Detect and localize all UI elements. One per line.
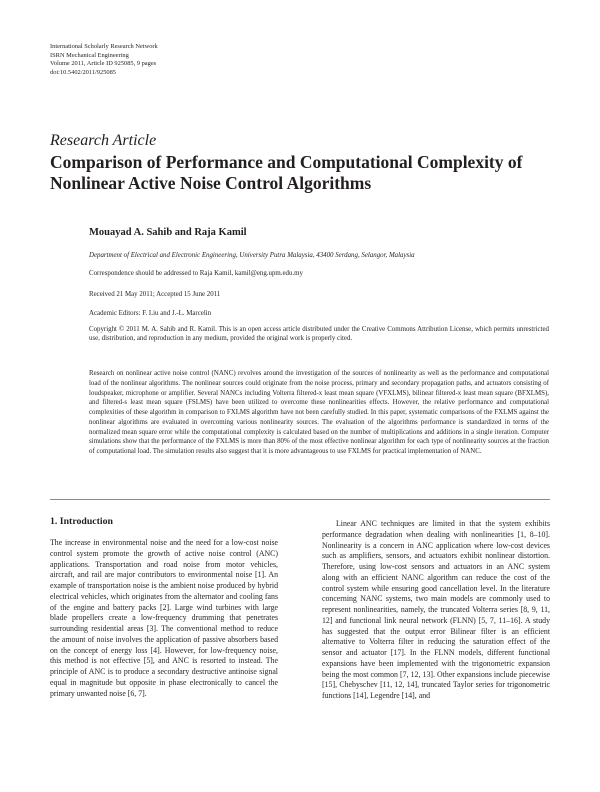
affiliation: Department of Electrical and Electronic Engineering, University Putra Malaysia, 43400 Serdang, Selangor, Malaysia	[89, 252, 415, 259]
journal-title: ISRN Mechanical Engineering	[50, 51, 129, 59]
doi[interactable]: doi:10.5402/2011/925085	[50, 68, 116, 76]
authors: Mouayad A. Sahib and Raja Kamil	[89, 227, 247, 238]
introduction-right-column: Linear ANC techniques are limited in that the system exhibits performance degradation when dealing with nonlinearities [1, 8–10]. Nonlinearity is a concern in ANC application where low-cost devices such as amplifiers, sensors, and actuators exhibit nonlinear distortion. Therefore, using low-cost sensors and actuators in an ANC system along with an efficient NANC algorithm can reduce the cost of the control system while ensuring good cancellation level. In the literature concerning NANC systems, two main models are commonly used to represent nonlinearities, namely, the truncated Volterra series [8, 9, 11, 12] and functional link neural network (FLNN) [5, 7, 11–16]. A study has suggested that the output error Bilinear filter is an efficient alternative to Volterra filter in reducing the saturation effect of the sensor and actuator [17]. In the FLNN models, different functional expansions have been implemented with the trigonometric expansion being the most common [7, 12, 13]. Other expansions include piecewise [15], Chebyschev [11, 12, 14], truncated Taylor series for trigonometric functions [14], Legendre [14], and	[322, 519, 550, 700]
journal-name: International Scholarly Research Network	[50, 43, 158, 50]
received-accepted-dates: Received 21 May 2011; Accepted 15 June 2011	[89, 291, 221, 298]
copyright-notice: Copyright © 2011 M. A. Sahib and R. Kamil. This is an open access article distributed under the Creative Commons Attribution License, which permits unrestricted use, distribution, and reproduction in any medium, provided the original work is properly cited.	[89, 326, 549, 342]
correspondence: Correspondence should be addressed to Raja Kamil, kamil@eng.upm.edu.my	[89, 270, 303, 277]
abstract: Research on nonlinear active noise control (NANC) revolves around the investigation of the sources of nonlinearity as well as the performance and computational load of the nonlinear algorithms. The nonlinear sources could originate from the noise process, primary and secondary propagation paths, and actuators consisting of loudspeaker, microphone or amplifier. Several NANCs including Volterra filtered-x least mean square (VFXLMS), bilinear filtered-x least mean square (BFXLMS), and filtered-s least mean square (FSLMS) have been utilized to overcome these nonlinearities effects. However, the relative performance and computational complexities of these algorithm in comparison to FXLMS algorithm have not been carefully studied. In this paper, systematic comparisons of the FXLMS against the nonlinear algorithms are evaluated in overcoming various nonlinearity sources. The evaluation of the algorithms performance is standardized in terms of the normalized mean square error while the computational complexity is calculated based on the number of multiplications and additions in a single iteration. Computer simulations show that the performance of the FXLMS is more than 80% of the most effective nonlinear algorithm for each type of nonlinearity sources at the fraction of computational load. The simulation results also suggest that it is more advantageous to use FXLMS for practical implementation of NANC.	[89, 370, 549, 455]
introduction-left-column: The increase in environmental noise and the need for a low-cost noise control system promote the growth of active noise control (ANC) applications. Transportation and road noise from motor vehicles, aircraft, and rail are major contributors to environmental noise [1]. An example of transportation noise is the ambient noise produced by hybrid electrical vehicles, which originates from the alternator and cooling fans of the engine and battery packs [2]. Large wind turbines with large blade propellers create a low-frequency drumming that penetrates surrounding residential areas [3]. The conventional method to reduce the amount of noise involves the application of passive absorbers based on the concept of energy loss [4]. However, for low-frequency noise, this method is not effective [5], and ANC is resorted to instead. The principle of ANC is to produce a secondary destructive antinoise signal equal in magnitude but opposite in phase electronically to cancel the primary unwanted noise [6, 7].	[50, 538, 278, 698]
article-title: Comparison of Performance and Computational Complexity of Nonlinear Active Noise Control Algorithms	[50, 152, 523, 193]
section-divider	[50, 499, 550, 500]
volume-info: Volume 2011, Article ID 925085, 9 pages	[50, 60, 157, 68]
section-heading-introduction: 1. Introduction	[50, 516, 113, 527]
academic-editors: Academic Editors: F. Liu and J.-L. Marcelin	[89, 310, 212, 317]
article-type: Research Article	[50, 132, 157, 149]
journal-header	[50, 43, 158, 77]
